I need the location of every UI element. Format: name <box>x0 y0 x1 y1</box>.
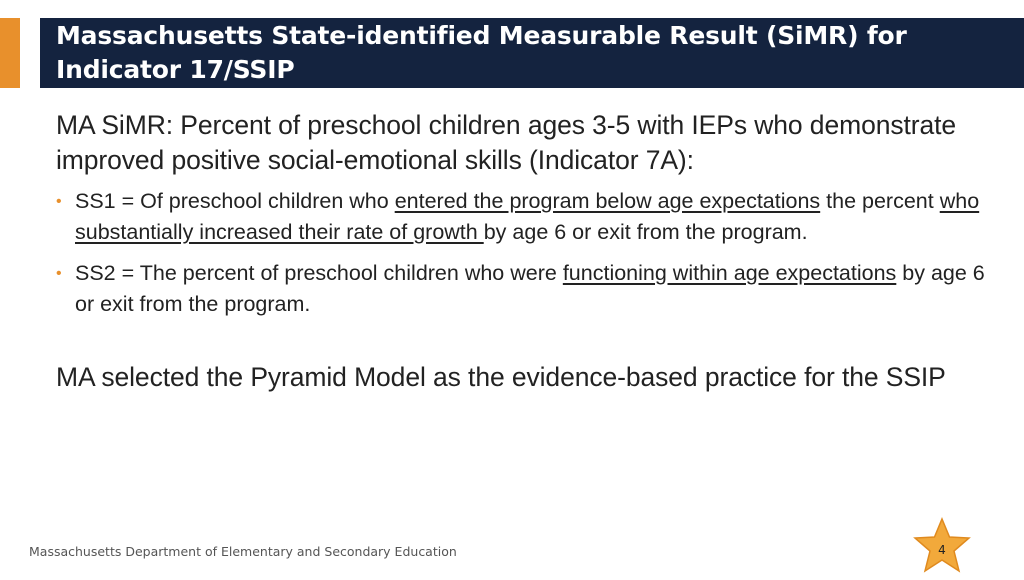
simr-definition: MA SiMR: Percent of preschool children ages 3-5 with IEPs who demonstrate improved positive social-emotional skills (Indicator 7A): <box>56 110 957 175</box>
ss1-text: SS1 = Of preschool children who <box>75 189 395 213</box>
ss1-text-mid: the percent <box>820 189 940 213</box>
ss2-underline-functioning: functioning within age expectations <box>562 261 897 285</box>
pyramid-model-statement: MA selected the Pyramid Model as the evidence-based practice for the SSIP <box>56 362 946 392</box>
page-number-badge <box>912 517 972 575</box>
ss1-underline-entry: entered the program below age expectations <box>394 189 821 213</box>
ss1-text-end: by age 6 or exit from the program. <box>483 220 808 244</box>
footer-organization: Massachusetts Department of Elementary and Secondary Education <box>29 544 457 559</box>
ss2-text: SS2 = The percent of preschool children who were <box>75 261 563 285</box>
bullet-marker-icon: • <box>56 265 62 282</box>
bullet-list <box>56 186 1006 320</box>
accent-bar <box>0 18 20 88</box>
bullet-marker-icon: • <box>56 193 62 210</box>
bullet-ss2 <box>56 258 1006 320</box>
title-bar <box>40 18 1024 88</box>
ss1-underline-growth: who substantially increased their rate of growth <box>75 189 980 244</box>
slide-title: Massachusetts State-identified Measurable Result (SiMR) for Indicator 17/SSIP <box>56 21 907 84</box>
page-number: 4 <box>938 543 946 557</box>
bullet-ss1 <box>56 186 1006 248</box>
slide-content <box>56 108 1006 395</box>
ss2-text-end: by age 6 or exit from the program. <box>75 261 985 316</box>
